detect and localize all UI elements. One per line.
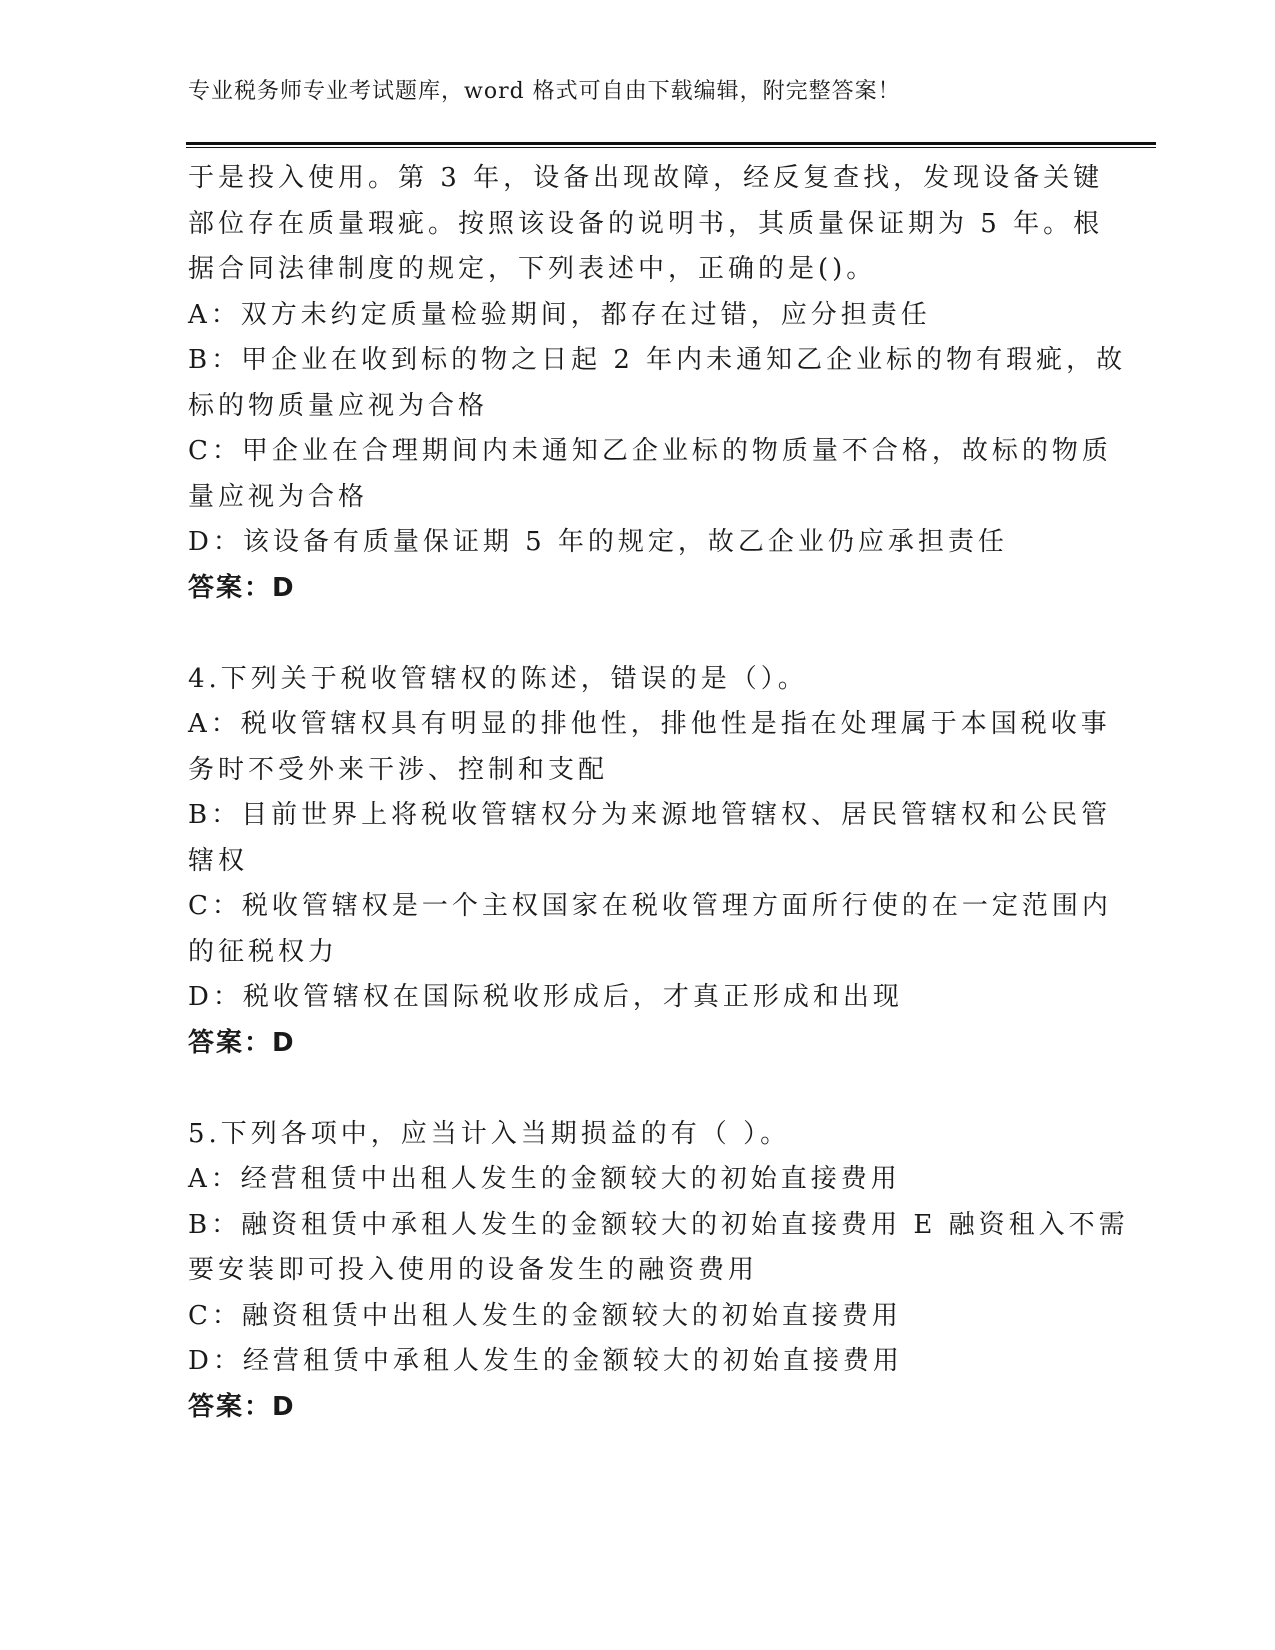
option-a: A：经营租赁中出租人发生的金额较大的初始直接费用: [188, 1164, 901, 1194]
option-a: A：税收管辖权具有明显的排他性，排他性是指在处理属于本国税收事: [188, 709, 1111, 739]
question-3: [188, 156, 1127, 611]
answer-label: 答案：D: [188, 1027, 296, 1058]
question-stem-line: 于是投入使用。第 3 年，设备出现故障，经反复查找，发现设备关键: [188, 163, 1104, 193]
answer-label: 答案：D: [188, 1391, 296, 1422]
answer-label: 答案：D: [188, 572, 296, 603]
question-stem-line: 部位存在质量瑕疵。按照该设备的说明书，其质量保证期为 5 年。根: [188, 208, 1104, 239]
option-c: C：融资租赁中出租人发生的金额较大的初始直接费用: [188, 1300, 902, 1331]
question-stem-line: 4.下列关于税收管辖权的陈述，错误的是（）。: [188, 663, 808, 694]
option-b-continued: 标的物质量应视为合格: [188, 390, 489, 421]
spacer: [188, 611, 1088, 657]
header-divider-thick: [186, 142, 1156, 145]
option-c-continued: 的征税权力: [188, 936, 339, 967]
option-b-continued: 辖权: [188, 845, 249, 876]
option-b: B：甲企业在收到标的物之日起 2 年内未通知乙企业标的物有瑕疵，故: [188, 345, 1127, 375]
option-b: B：目前世界上将税收管辖权分为来源地管辖权、居民管辖权和公民管: [188, 800, 1112, 830]
spacer: [188, 1066, 1088, 1112]
question-stem-line: 5.下列各项中，应当计入当期损益的有（ ）。: [188, 1118, 791, 1149]
document-body: [188, 156, 1129, 1430]
question-4: [188, 657, 1112, 1067]
option-c-continued: 量应视为合格: [188, 481, 369, 512]
question-stem-line: 据合同法律制度的规定，下列表述中，正确的是()。: [188, 254, 877, 284]
header-divider: [186, 142, 1156, 149]
option-d: D：经营租赁中承租人发生的金额较大的初始直接费用: [188, 1346, 903, 1376]
option-b-continued: 要安装即可投入使用的设备发生的融资费用: [188, 1255, 759, 1285]
header-divider-thin: [186, 147, 1156, 148]
option-a: A：双方未约定质量检验期间，都存在过错，应分担责任: [188, 299, 931, 330]
option-d: D：税收管辖权在国际税收形成后，才真正形成和出现: [188, 982, 903, 1012]
option-d: D：该设备有质量保证期 5 年的规定，故乙企业仍应承担责任: [188, 527, 1008, 557]
option-b: B：融资租赁中承租人发生的金额较大的初始直接费用 E 融资租入不需: [188, 1209, 1129, 1240]
option-a-continued: 务时不受外来干涉、控制和支配: [188, 754, 609, 785]
option-c: C：税收管辖权是一个主权国家在税收管理方面所行使的在一定范围内: [188, 891, 1112, 921]
question-5: [188, 1112, 1129, 1431]
option-c: C：甲企业在合理期间内未通知乙企业标的物质量不合格，故标的物质: [188, 436, 1112, 466]
page-header-text: 专业税务师专业考试题库，word 格式可自由下载编辑，附完整答案！: [188, 79, 901, 104]
